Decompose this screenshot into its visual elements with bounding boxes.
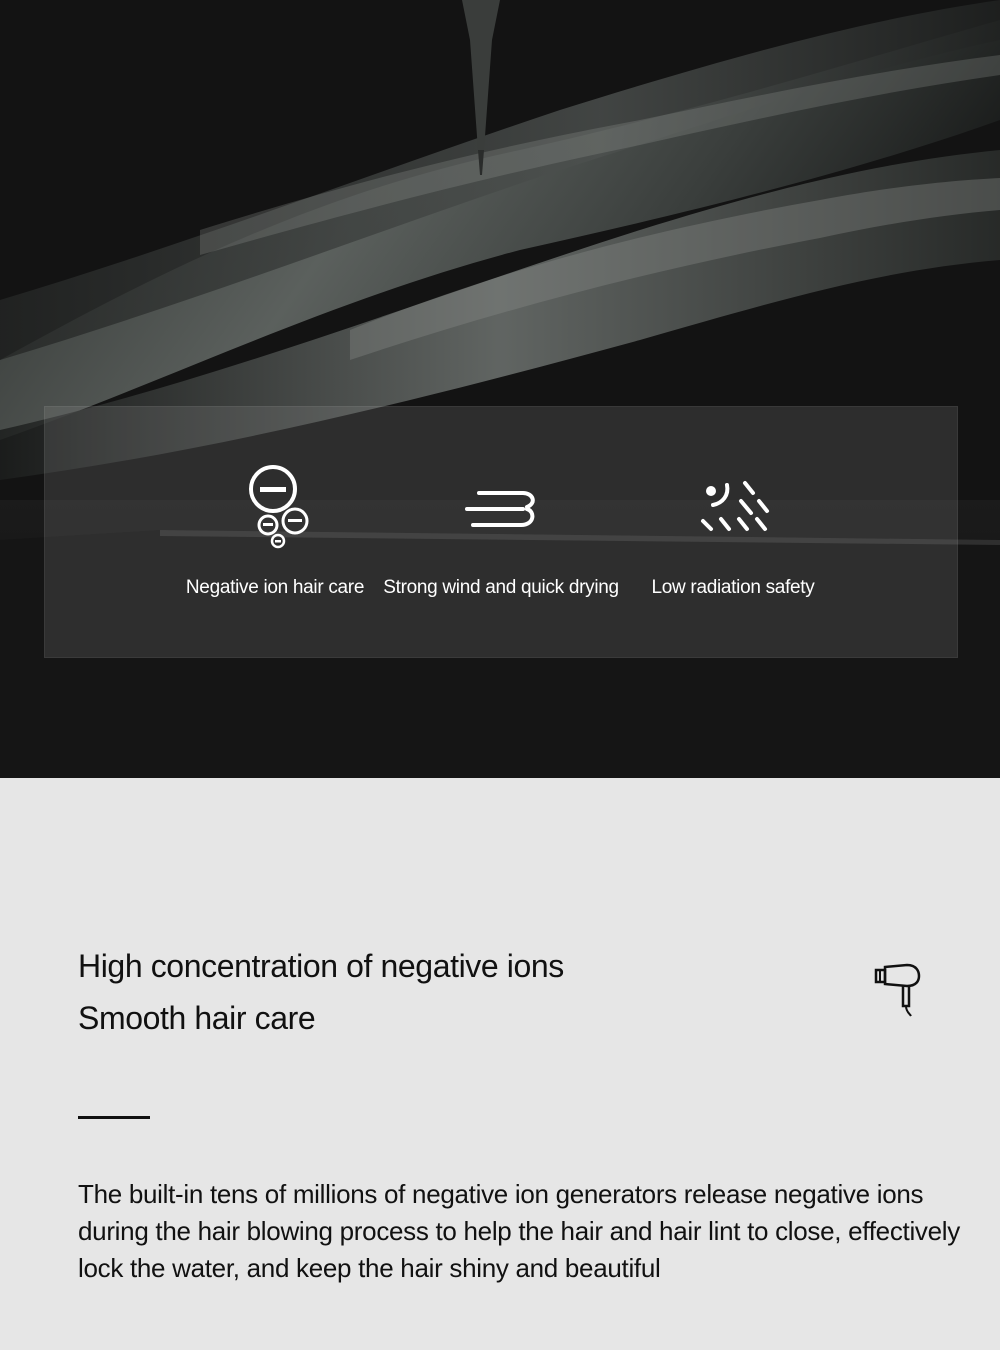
headline-line-2: Smooth hair care (78, 1000, 316, 1036)
headline-line-1: High concentration of negative ions (78, 948, 564, 984)
feature-low-radiation (613, 407, 853, 657)
section-description: The built-in tens of millions of negative ion generators release negative ions during the hair blowing process to help the hair and hair lint to close, effectively lock the water, and keep the hair shiny and beautiful (78, 1179, 960, 1283)
hair-dryer-icon (873, 962, 921, 1018)
feature-label: Low radiation safety (651, 577, 815, 598)
feature-label: Strong wind and quick drying (383, 577, 619, 598)
wind-icon (461, 479, 541, 569)
feature-panel (44, 406, 958, 658)
feature-negative-ion (155, 407, 395, 657)
section-headline (78, 940, 564, 1044)
feature-strong-wind (381, 407, 621, 657)
section-divider (78, 1116, 150, 1119)
radiation-icon (693, 477, 773, 567)
negative-ion-icon (235, 463, 315, 553)
feature-label: Negative ion hair care (185, 577, 365, 598)
